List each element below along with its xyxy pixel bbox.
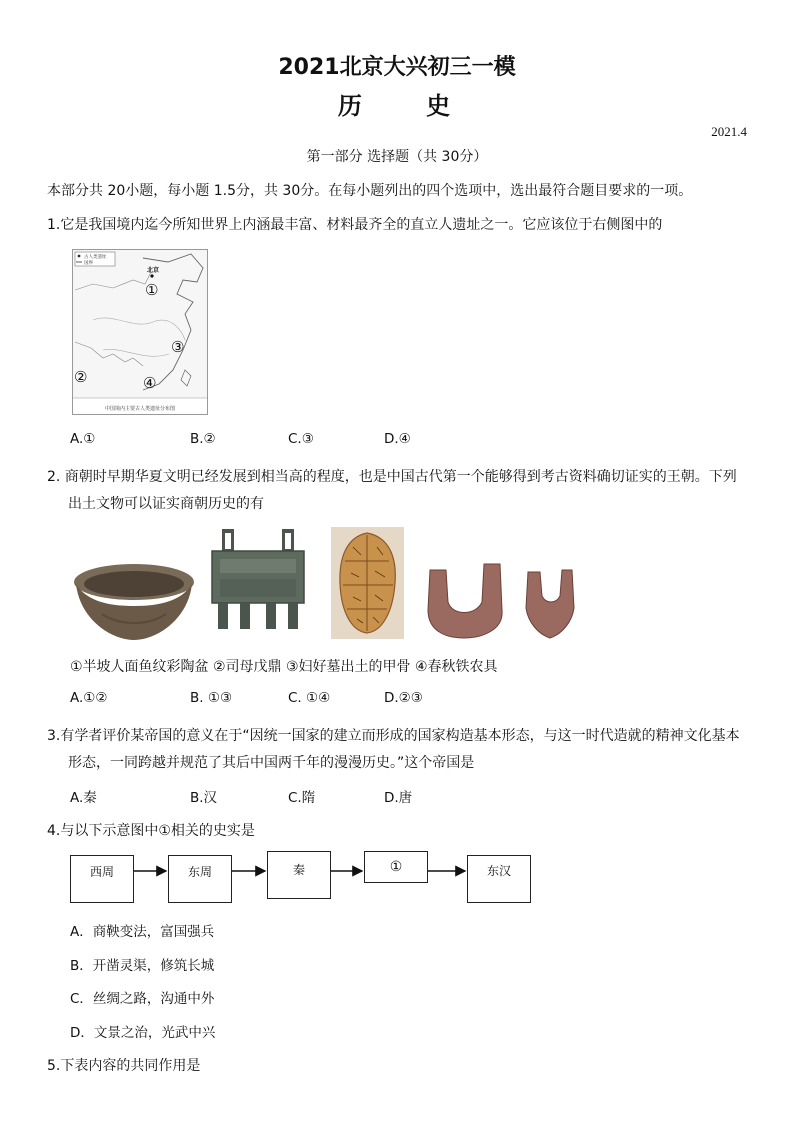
section-heading: 第一部分 选择题（共 30分）: [306, 149, 488, 165]
paper-title: 2021北京大兴初三一模: [278, 55, 516, 80]
map-marker-3: ③: [171, 338, 185, 356]
q2-artifact-caption: ①半坡人面鱼纹彩陶盆 ②司母戊鼎 ③妇好墓出土的甲骨 ④春秋铁农具: [70, 659, 498, 675]
map-marker-2: ②: [74, 368, 88, 386]
q2-stem-line2: 出土文物可以证实商朝历史的有: [68, 496, 264, 512]
flow-box-eastern-han: 东汉: [467, 855, 531, 903]
q2-option-a[interactable]: A.①②: [70, 690, 108, 706]
q3-option-b[interactable]: B.汉: [190, 790, 218, 806]
q1-option-b[interactable]: B.②: [190, 431, 216, 447]
legend-border: 国界: [84, 261, 93, 266]
beijing-dot: [150, 274, 153, 277]
flow-box-western-zhou: 西周: [70, 855, 134, 903]
q2-stem-line1: 2. 商朝时早期华夏文明已经发展到相当高的程度，也是中国古代第一个能够得到考古资料确切证实的王朝。下列: [47, 469, 737, 485]
map-drawing: [73, 250, 207, 414]
bronze-ding-image: [206, 527, 310, 641]
q2-option-c[interactable]: C. ①④: [288, 690, 331, 706]
flow-box-blank-1: ①: [364, 851, 428, 883]
q3-stem-line2: 形态，一同跨越并规范了其后中国两千年的漫漫历史。”这个帝国是: [68, 755, 475, 771]
instructions: 本部分共 20小题，每小题 1.5分，共 30分。在每小题列出的四个选项中，选出最符合题目要求的一项。: [47, 183, 693, 199]
pottery-basin-image: [72, 560, 196, 642]
q4-option-d[interactable]: D．文景之治，光武中兴: [70, 1025, 216, 1041]
oracle-bone-image: [331, 527, 404, 639]
q1-option-a[interactable]: A.①: [70, 431, 96, 447]
map-marker-4: ④: [143, 374, 157, 392]
china-site-map: [72, 249, 208, 415]
q1-option-d[interactable]: D.④: [384, 431, 411, 447]
q3-stem-line1: 3.有学者评价某帝国的意义在于“因统一国家的建立而形成的国家构造基本形态，与这一时代造就的精神文化基本: [47, 728, 740, 744]
q2-option-b[interactable]: B. ①③: [190, 690, 233, 706]
q4-stem: 4.与以下示意图中①相关的史实是: [47, 823, 255, 839]
q5-stem: 5.下表内容的共同作用是: [47, 1058, 201, 1074]
subject-title: 历 史: [337, 92, 479, 120]
q1-stem: 1.它是我国境内迄今所知世界上内涵最丰富、材料最齐全的直立人遗址之一。它应该位于右侧图中的: [47, 217, 663, 233]
exam-date: 2021.4: [711, 124, 747, 139]
q2-option-d[interactable]: D.②③: [384, 690, 423, 706]
q1-option-c[interactable]: C.③: [288, 431, 314, 447]
flow-box-qin: 秦: [267, 851, 331, 899]
q3-option-c[interactable]: C.隋: [288, 790, 316, 806]
legend-site: 古人类遗址: [84, 255, 107, 260]
q3-option-d[interactable]: D.唐: [384, 790, 413, 806]
iron-tools-image: [422, 560, 590, 642]
flow-box-eastern-zhou: 东周: [168, 855, 232, 903]
map-caption: 中国境内主要古人类遗址分布图: [104, 406, 176, 412]
q3-option-a[interactable]: A.秦: [70, 790, 97, 806]
map-marker-1: ①: [145, 281, 159, 299]
q4-option-c[interactable]: C．丝绸之路，沟通中外: [70, 991, 215, 1007]
q4-option-b[interactable]: B．开凿灵渠，修筑长城: [70, 958, 215, 974]
beijing-label: 北京: [147, 267, 160, 274]
q4-option-a[interactable]: A．商鞅变法，富国强兵: [70, 924, 215, 940]
